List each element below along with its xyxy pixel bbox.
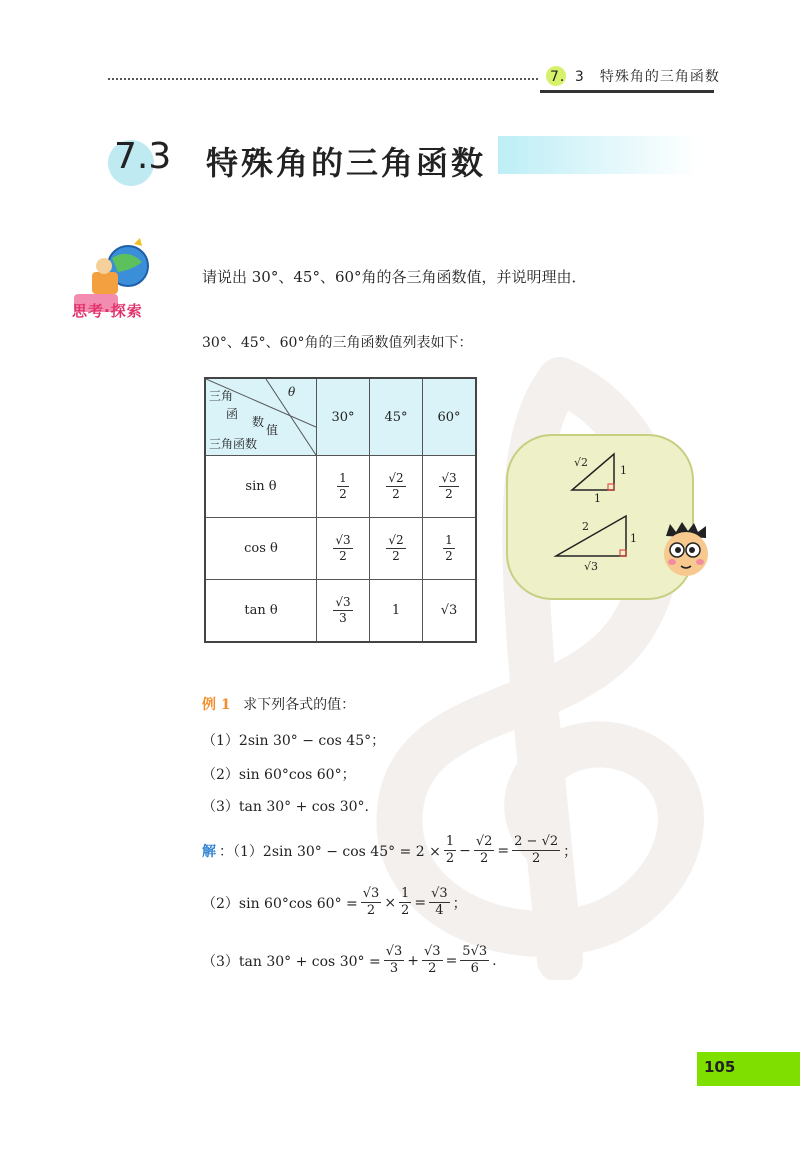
trig-values-table bbox=[204, 377, 477, 643]
title-band bbox=[498, 136, 698, 174]
frac-num: 1 bbox=[444, 834, 456, 851]
frac-den: 6 bbox=[470, 961, 479, 977]
table-row-tan bbox=[205, 580, 476, 642]
frac-r2-2 bbox=[474, 834, 495, 868]
t2-leg-v-label: 1 bbox=[630, 532, 637, 545]
table-corner-cell bbox=[205, 378, 317, 456]
frac-den: 3 bbox=[389, 961, 399, 977]
frac-r3-2b bbox=[422, 944, 443, 978]
frac-den: 2 bbox=[445, 851, 455, 867]
cell-den: 2 bbox=[392, 549, 400, 563]
corner-label-bottom: 三角函数 bbox=[209, 437, 258, 451]
cell-den: 3 bbox=[339, 610, 347, 625]
cell-den: 2 bbox=[445, 549, 453, 563]
table-intro: 30°、45°、60°角的三角函数值列表如下： bbox=[202, 335, 473, 351]
t2-hyp-label: 2 bbox=[582, 520, 589, 533]
frac-r3-4 bbox=[429, 886, 450, 920]
cell-num: 1 bbox=[339, 471, 347, 485]
frac-num: 2 − √2 bbox=[512, 834, 560, 851]
cell-tan-60: √3 bbox=[423, 580, 477, 642]
op-minus: − bbox=[459, 842, 471, 859]
cell-num: √2 bbox=[388, 471, 404, 485]
running-header: 7．3 特殊角的三角函数 bbox=[550, 69, 720, 85]
solution-line-2 bbox=[202, 886, 467, 920]
frac-den: 2 bbox=[479, 851, 489, 867]
row-label-sin: sin θ bbox=[205, 456, 317, 518]
t1-leg-v-label: 1 bbox=[620, 464, 627, 477]
cell-sin-45 bbox=[370, 456, 423, 518]
example-item-2: （2）sin 60°cos 60°； bbox=[202, 767, 356, 783]
t1-leg-h-label: 1 bbox=[594, 492, 601, 505]
example-item-3: （3）tan 30° + cos 30°. bbox=[202, 799, 369, 815]
header-60: 60° bbox=[423, 378, 477, 456]
page-number: 105 bbox=[704, 1058, 736, 1076]
frac-half bbox=[444, 834, 456, 868]
cell-sin-60 bbox=[423, 456, 477, 518]
t2-leg-h-label: √3 bbox=[584, 560, 599, 573]
table-row-sin bbox=[205, 456, 476, 518]
solution-line3-prefix: （3）tan 30° + cos 30° = bbox=[202, 953, 381, 970]
header-dotted-rule bbox=[108, 78, 538, 80]
cell-num: √3 bbox=[335, 594, 351, 609]
frac-r3-3 bbox=[384, 944, 405, 978]
cell-sin-30 bbox=[317, 456, 370, 518]
frac-den: 2 bbox=[366, 903, 376, 919]
frac-den: 4 bbox=[435, 903, 444, 919]
cell-num: √3 bbox=[335, 533, 351, 547]
header-45: 45° bbox=[370, 378, 423, 456]
solution-label: 解 bbox=[202, 843, 216, 860]
corner-label-mid1: 函 bbox=[226, 407, 239, 421]
frac-r3-2 bbox=[361, 886, 382, 920]
frac-num: √3 bbox=[422, 944, 443, 961]
line2-end: ； bbox=[452, 895, 467, 912]
frac-num: √3 bbox=[361, 886, 382, 903]
frac-num: √3 bbox=[384, 944, 405, 961]
solution-line1-prefix: ：（1）2sin 30° − cos 45° = 2 × bbox=[219, 843, 441, 860]
header-30: 30° bbox=[317, 378, 370, 456]
solution-line-1 bbox=[202, 834, 577, 868]
cell-cos-60 bbox=[423, 518, 477, 580]
example-heading bbox=[202, 694, 355, 714]
cell-den: 2 bbox=[392, 487, 400, 501]
line1-end: ； bbox=[563, 843, 578, 860]
frac-two-minus-r2 bbox=[512, 834, 560, 868]
cell-den: 2 bbox=[339, 549, 347, 563]
solution-line2-prefix: （2）sin 60°cos 60° = bbox=[202, 895, 358, 912]
frac-five-r3-6 bbox=[460, 944, 489, 978]
cartoon-face-icon bbox=[660, 522, 712, 578]
corner-label-top: 三角 bbox=[209, 389, 234, 403]
frac-num: √3 bbox=[429, 886, 450, 903]
cell-num: √2 bbox=[388, 533, 404, 547]
row-label-tan: tan θ bbox=[205, 580, 317, 642]
frac-den: 2 bbox=[401, 903, 410, 919]
row-label-cos: cos θ bbox=[205, 518, 317, 580]
explore-label: 思考·探索 bbox=[72, 302, 143, 320]
cell-den: 2 bbox=[339, 487, 347, 501]
line3-end: . bbox=[492, 952, 497, 969]
frac-half-2 bbox=[399, 886, 411, 920]
cell-den: 2 bbox=[445, 487, 453, 501]
op-eq: = bbox=[497, 842, 510, 859]
corner-label-mid2: 数 bbox=[252, 415, 265, 429]
t1-hyp-label: √2 bbox=[574, 456, 589, 469]
example-prompt: 求下列各式的值： bbox=[243, 697, 356, 713]
example-item-1: （1）2sin 30° − cos 45°； bbox=[202, 733, 386, 749]
frac-num: 1 bbox=[399, 886, 411, 903]
table-header-row bbox=[205, 378, 476, 456]
cell-cos-30 bbox=[317, 518, 370, 580]
corner-label-theta: θ bbox=[288, 385, 296, 399]
cell-tan-30 bbox=[317, 580, 370, 642]
frac-den: 2 bbox=[531, 851, 541, 867]
solution-line-3 bbox=[202, 944, 497, 978]
cell-num: 1 bbox=[445, 533, 453, 547]
op-times: × bbox=[384, 894, 397, 911]
cell-tan-45: 1 bbox=[370, 580, 423, 642]
cell-num: √3 bbox=[441, 471, 457, 485]
frac-den: 2 bbox=[428, 961, 437, 977]
frac-num: 5√3 bbox=[460, 944, 489, 961]
frac-num: √2 bbox=[474, 834, 495, 851]
table-row-cos bbox=[205, 518, 476, 580]
corner-label-mid3: 值 bbox=[266, 423, 279, 437]
example-label: 例 1 bbox=[202, 697, 231, 713]
section-title: 特殊角的三角函数 bbox=[206, 144, 487, 182]
cell-cos-45 bbox=[370, 518, 423, 580]
op-eq: = bbox=[445, 952, 458, 969]
op-plus: + bbox=[407, 952, 419, 969]
op-eq: = bbox=[414, 894, 427, 911]
explore-question: 请说出 30°、45°、60°角的各三角函数值，并说明理由． bbox=[202, 268, 587, 286]
section-number: 7.3 bbox=[114, 136, 172, 177]
